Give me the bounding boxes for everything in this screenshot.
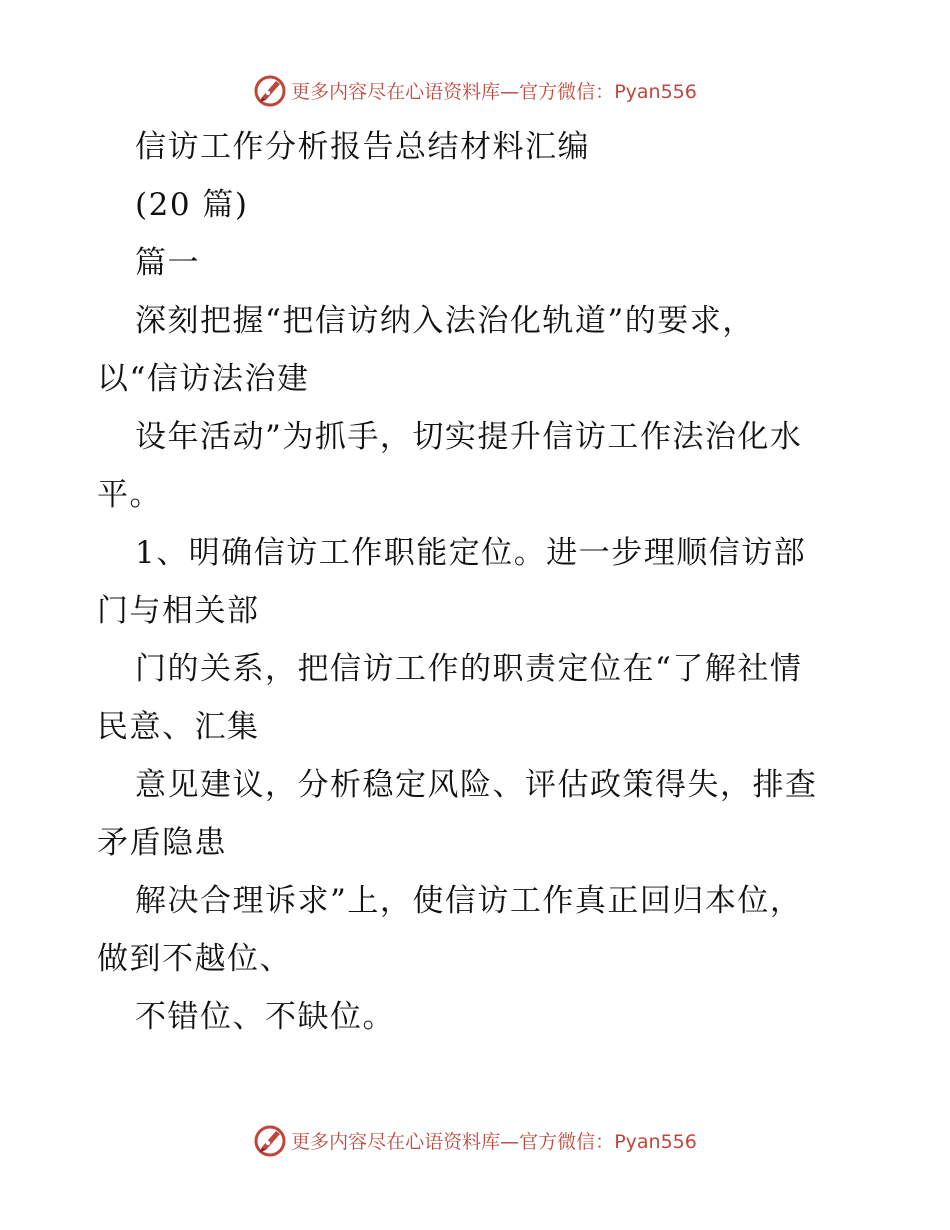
document-title-line-2: (20 篇) bbox=[135, 187, 249, 223]
paragraph-line: 平。 bbox=[97, 477, 162, 513]
paragraph-line: 矛盾隐患 bbox=[97, 825, 227, 861]
paragraph-line: 门与相关部 bbox=[97, 593, 260, 629]
watermark-wechat-id: Pyan556 bbox=[614, 80, 697, 103]
watermark-text bbox=[291, 77, 697, 104]
paragraph-line: 设年活动”为抓手，切实提升信访工作法治化水 bbox=[135, 419, 803, 455]
document-title-line-1: 信访工作分析报告总结材料汇编 bbox=[135, 129, 590, 165]
watermark-site-name: 更多内容尽在心语资料库 bbox=[291, 1130, 501, 1153]
watermark-dash: — bbox=[500, 1130, 520, 1153]
watermark-wechat-label: 官方微信： bbox=[519, 80, 615, 103]
paragraph-line: 深刻把握“把信访纳入法治化轨道”的要求， bbox=[135, 303, 755, 339]
watermark-site-name: 更多内容尽在心语资料库 bbox=[291, 80, 501, 103]
paragraph-line: 解决合理诉求”上，使信访工作真正回归本位， bbox=[135, 883, 803, 919]
pen-logo-icon bbox=[253, 73, 287, 107]
section-heading: 篇一 bbox=[135, 245, 200, 281]
paragraph-line: 以“信访法治建 bbox=[97, 361, 310, 397]
paragraph-line: 意见建议，分析稳定风险、评估政策得失，排查 bbox=[135, 767, 818, 803]
paragraph-line: 做到不越位、 bbox=[97, 941, 292, 977]
paragraph-line: 1、明确信访工作职能定位。进一步理顺信访部 bbox=[135, 535, 807, 571]
pen-logo-icon bbox=[253, 1123, 287, 1157]
watermark-text bbox=[291, 1127, 697, 1154]
paragraph-line: 门的关系，把信访工作的职责定位在“了解社情 bbox=[135, 651, 803, 687]
watermark-wechat-id: Pyan556 bbox=[614, 1130, 697, 1153]
footer-watermark bbox=[0, 1120, 950, 1160]
header-watermark bbox=[0, 70, 950, 110]
paragraph-line: 不错位、不缺位。 bbox=[135, 999, 395, 1035]
paragraph-line: 民意、汇集 bbox=[97, 709, 260, 745]
watermark-dash: — bbox=[500, 80, 520, 103]
watermark-wechat-label: 官方微信： bbox=[519, 1130, 615, 1153]
